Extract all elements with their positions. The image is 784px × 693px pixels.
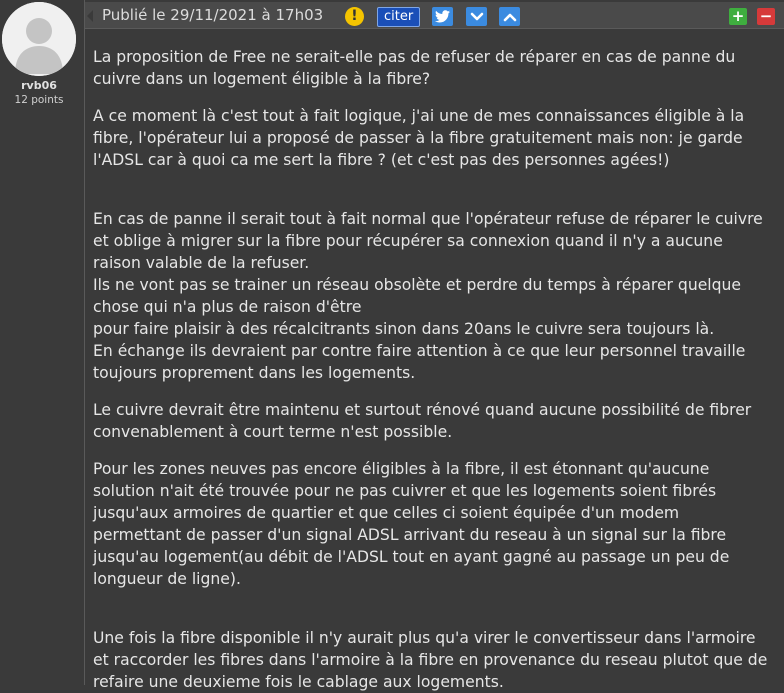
text-line: En cas de panne il serait tout à fait normal que l'opérateur refuse de réparer le cuivre xyxy=(93,210,763,228)
warning-icon[interactable]: ! xyxy=(345,7,364,26)
text-line: Pour les zones neuves pas encore éligibles à la fibre, il est étonnant qu'aucune xyxy=(93,460,710,478)
scroll-down-button[interactable] xyxy=(466,7,487,26)
text-line: raison valable de la refuser. xyxy=(93,254,310,272)
text-line: jusqu'aux armoires de quartier et que celles ci soient équipée d'un modem xyxy=(93,504,680,522)
text-line: En échange ils devraient par contre faire attention à ce que leur personnel travaille xyxy=(93,342,746,360)
paragraph xyxy=(93,46,781,90)
downvote-button[interactable]: − xyxy=(757,8,775,25)
text-line: permettant de passer d'un signal ADSL arrivant du reseau à un signal sur la fibre xyxy=(93,526,727,544)
pointer-arrow-icon xyxy=(87,10,93,22)
text-line: Le cuivre devrait être maintenu et surtout rénové quand aucune possibilité de fibrer xyxy=(93,401,752,419)
chevron-up-icon xyxy=(503,12,517,22)
twitter-icon xyxy=(435,10,450,23)
text-line: jusqu'au logement(au débit de l'ADSL tout en ayant gagné au passage un peu de xyxy=(93,548,730,566)
text-line: convenablement à court terme n'est possible. xyxy=(93,423,453,441)
text-line: longueur de ligne). xyxy=(93,570,241,588)
text-line: et raccorder les fibres dans l'armoire à la fibre en provenance du reseau plutot que de xyxy=(93,651,768,669)
text-line: Ils ne vont pas se trainer un réseau obsolète et perdre du temps à réparer quelque xyxy=(93,276,742,294)
user-points: 12 points xyxy=(14,94,64,106)
avatar[interactable] xyxy=(2,2,76,76)
text-line: La proposition de Free ne serait-elle pas de refuser de réparer en cas de panne du xyxy=(93,48,736,66)
paragraph xyxy=(93,627,781,693)
quote-button[interactable]: citer xyxy=(377,7,420,27)
paragraph xyxy=(93,208,781,384)
post-content xyxy=(93,46,781,693)
text-line: chose qui n'a plus de raison d'être xyxy=(93,298,362,316)
text-line: solution n'ait été trouvée pour ne pas cuivrer et que les logements soient fibrés xyxy=(93,482,717,500)
text-line: l'ADSL car à quoi ca me sert la fibre ? (et c'est pas des personnes agées!) xyxy=(93,151,670,169)
text-line: Une fois la fibre disponible il n'y aurait plus qu'a virer le convertisseur dans l'armoire xyxy=(93,629,756,647)
text-line: refaire une deuxieme fois le cablage aux logements. xyxy=(93,673,504,691)
paragraph xyxy=(93,399,781,443)
post xyxy=(84,0,784,691)
scroll-up-button[interactable] xyxy=(499,7,520,26)
text-line: A ce moment là c'est tout à fait logique, j'ai une de mes connaissances éligible à la xyxy=(93,107,745,125)
chevron-down-icon xyxy=(470,12,484,22)
text-line: et oblige à migrer sur la fibre pour récupérer sa connexion quand il n'y a aucune xyxy=(93,232,723,250)
twitter-share-button[interactable] xyxy=(432,7,453,26)
text-line: pour faire plaisir à des récalcitrants sinon dans 20ans le cuivre sera toujours là. xyxy=(93,320,715,338)
upvote-button[interactable]: + xyxy=(729,8,747,25)
paragraph xyxy=(93,105,781,171)
author-panel xyxy=(0,0,84,685)
text-line: fibre, l'opérateur lui a proposé de passer à la fibre gratuitement mais non: je garde xyxy=(93,129,743,147)
paragraph xyxy=(93,458,781,590)
text-line: toujours proprement dans les logements. xyxy=(93,364,416,382)
default-user-icon xyxy=(2,2,76,76)
post-date: Publié le 29/11/2021 à 17h03 xyxy=(102,6,324,24)
post-header xyxy=(85,2,784,29)
text-line: cuivre dans un logement éligible à la fibre? xyxy=(93,70,431,88)
username[interactable]: rvb06 xyxy=(21,79,57,92)
